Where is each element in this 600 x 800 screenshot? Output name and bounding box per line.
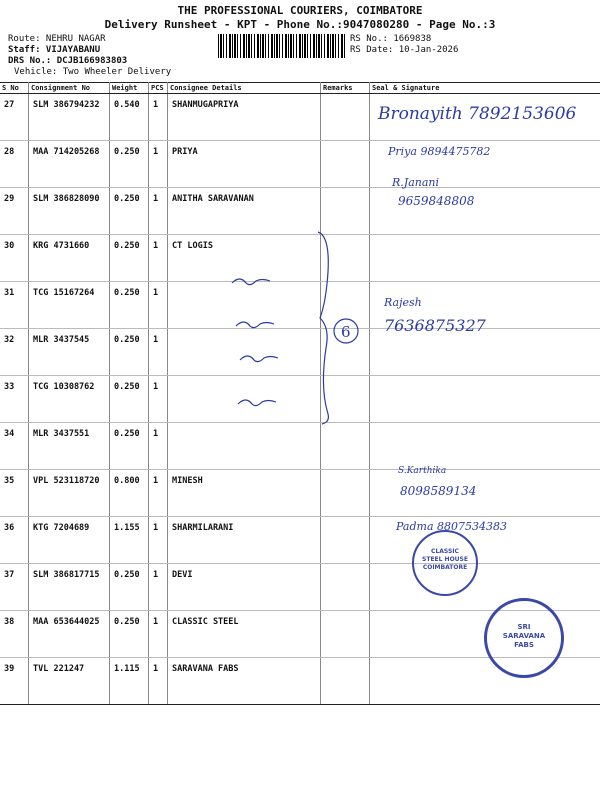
cell-sno: 28 — [0, 141, 29, 188]
cell-consignment: MLR 3437551 — [29, 423, 110, 470]
cell-consignee: SHANMUGAPRIYA — [168, 94, 321, 141]
handwritten-signature-37: Padma 8807534383 — [396, 520, 507, 533]
handwritten-signature-32-name: Rajesh — [384, 296, 422, 309]
col-sno: S No — [0, 83, 29, 94]
staff-label: Staff: VIJAYABANU — [8, 45, 101, 55]
handwritten-signature-32-phone: 7636875327 — [384, 316, 486, 335]
handwritten-signature-27: Bronayith 7892153606 — [378, 104, 577, 124]
cell-sno: 33 — [0, 376, 29, 423]
drs-label: DRS No.: DCJB166983803 — [8, 56, 128, 66]
cell-pcs: 1 — [149, 235, 168, 282]
cell-consignee: MINESH — [168, 470, 321, 517]
cell-consignee: PRIYA — [168, 141, 321, 188]
col-seal-signature: Seal & Signature — [370, 83, 600, 94]
runsheet-subtitle: Delivery Runsheet - KPT - Phone No.:9047080280 - Page No.:3 — [104, 18, 496, 31]
cell-weight: 0.250 — [110, 329, 149, 376]
vehicle-label: Vehicle: Two Wheeler Delivery — [14, 67, 172, 77]
cell-sno: 35 — [0, 470, 29, 517]
tick-mark-33 — [240, 356, 278, 362]
cell-sno: 29 — [0, 188, 29, 235]
cell-consignment: TCG 10308762 — [29, 376, 110, 423]
cell-consignment: TVL 221247 — [29, 658, 110, 705]
cell-pcs: 1 — [149, 282, 168, 329]
tick-mark-32 — [236, 322, 274, 328]
cell-consignment: TCG 15167264 — [29, 282, 110, 329]
col-pcs: PCS — [149, 83, 168, 94]
handwritten-signature-28: Priya 9894475782 — [388, 145, 491, 158]
cell-weight: 1.155 — [110, 517, 149, 564]
cell-weight: 0.250 — [110, 611, 149, 658]
cell-consignment: SLM 386828090 — [29, 188, 110, 235]
cell-pcs: 1 — [149, 611, 168, 658]
cell-weight: 0.540 — [110, 94, 149, 141]
cell-pcs: 1 — [149, 517, 168, 564]
route-label: Route: NEHRU NAGAR — [8, 34, 106, 44]
cell-consignment: MAA 714205268 — [29, 141, 110, 188]
cell-sno: 38 — [0, 611, 29, 658]
cell-consignee: DEVI — [168, 564, 321, 611]
cell-pcs: 1 — [149, 329, 168, 376]
cell-weight: 0.800 — [110, 470, 149, 517]
cell-consignee: CLASSIC STEEL — [168, 611, 321, 658]
tick-mark-31 — [232, 279, 270, 285]
cell-sno: 31 — [0, 282, 29, 329]
brace-mark — [318, 232, 328, 424]
col-weight: Weight — [110, 83, 149, 94]
cell-consignment: KRG 4731660 — [29, 235, 110, 282]
cell-pcs: 1 — [149, 94, 168, 141]
col-remarks: Remarks — [321, 83, 370, 94]
rs-date: RS Date: 10-Jan-2026 — [350, 45, 459, 55]
col-consignee: Consignee Details — [168, 83, 321, 94]
cell-consignment: SLM 386817715 — [29, 564, 110, 611]
saravana-fabs-stamp: SRI SARAVANA FABS — [484, 598, 564, 678]
cell-weight: 1.115 — [110, 658, 149, 705]
circled-number: 6 — [341, 323, 351, 341]
handwritten-signature-36-name: S.Karthika — [398, 466, 447, 476]
cell-consignment: SLM 386794232 — [29, 94, 110, 141]
handwritten-signature-29-name: R.Janani — [392, 176, 439, 189]
cell-pcs: 1 — [149, 141, 168, 188]
cell-consignment: VPL 523118720 — [29, 470, 110, 517]
handwritten-signature-29-phone: 9659848808 — [398, 194, 475, 208]
cell-sno: 39 — [0, 658, 29, 705]
cell-sno: 37 — [0, 564, 29, 611]
col-consignment: Consignment No — [29, 83, 110, 94]
cell-consignment: MAA 653644025 — [29, 611, 110, 658]
cell-pcs: 1 — [149, 376, 168, 423]
cell-pcs: 1 — [149, 470, 168, 517]
cell-weight: 0.250 — [110, 376, 149, 423]
cell-sno: 32 — [0, 329, 29, 376]
cell-pcs: 1 — [149, 658, 168, 705]
company-name: THE PROFESSIONAL COURIERS, COIMBATORE — [177, 4, 423, 17]
cell-consignee: CT LOGIS — [168, 235, 321, 282]
cell-consignee: SARAVANA FABS — [168, 658, 321, 705]
cell-sno: 27 — [0, 94, 29, 141]
tick-mark-34 — [238, 400, 276, 406]
classic-steel-stamp: CLASSIC STEEL HOUSE COIMBATORE — [412, 530, 478, 596]
cell-sno: 36 — [0, 517, 29, 564]
cell-consignee: ANITHA SARAVANAN — [168, 188, 321, 235]
cell-pcs: 1 — [149, 423, 168, 470]
cell-pcs: 1 — [149, 564, 168, 611]
cell-weight: 0.250 — [110, 564, 149, 611]
handwritten-signature-36-phone: 8098589134 — [400, 484, 477, 498]
cell-pcs: 1 — [149, 188, 168, 235]
cell-sno: 34 — [0, 423, 29, 470]
cell-consignee: SHARMILARANI — [168, 517, 321, 564]
rs-number: RS No.: 1669838 — [350, 34, 432, 44]
cell-weight: 0.250 — [110, 423, 149, 470]
cell-weight: 0.250 — [110, 235, 149, 282]
cell-weight: 0.250 — [110, 141, 149, 188]
cell-consignment: KTG 7204689 — [29, 517, 110, 564]
cell-consignment: MLR 3437545 — [29, 329, 110, 376]
cell-weight: 0.250 — [110, 282, 149, 329]
cell-sno: 30 — [0, 235, 29, 282]
cell-weight: 0.250 — [110, 188, 149, 235]
